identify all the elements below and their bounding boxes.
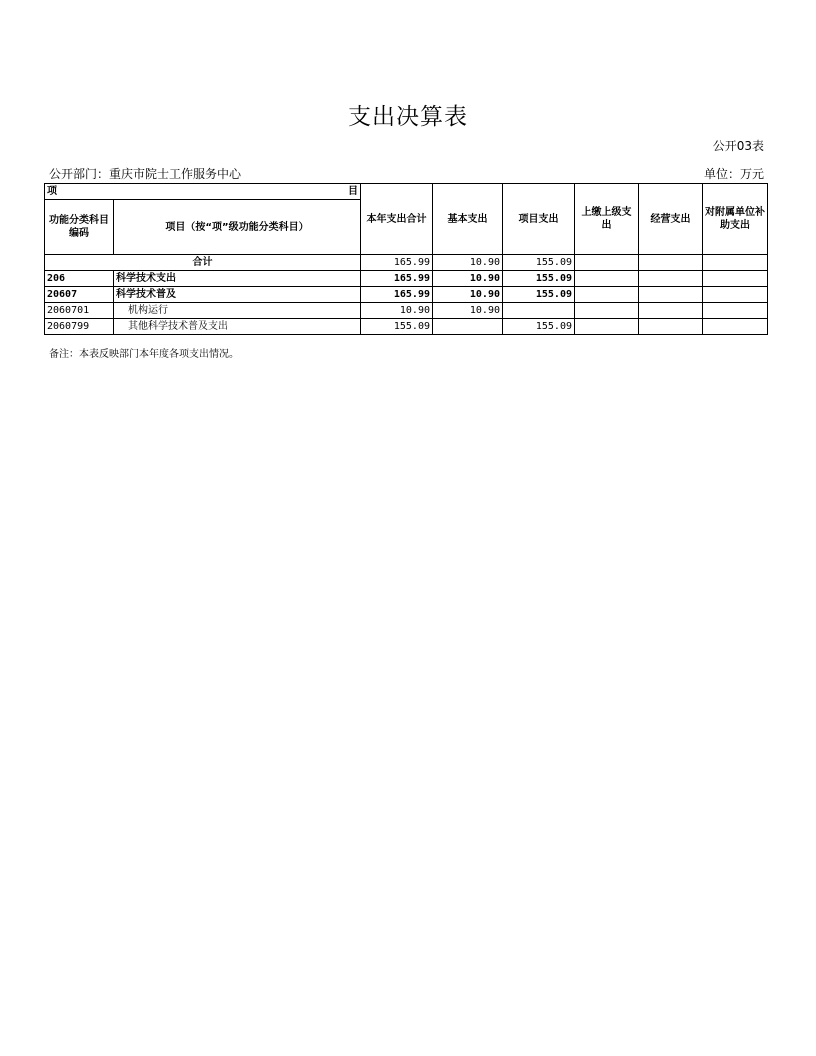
cell-total: 155.09 [361, 319, 433, 335]
cell-upper [575, 287, 639, 303]
cell-total: 165.99 [361, 287, 433, 303]
cell-project: 155.09 [503, 271, 575, 287]
header-total: 本年支出合计 [361, 184, 433, 255]
cell-total: 165.99 [361, 255, 433, 271]
header-item-cell [45, 184, 361, 200]
header-name: 项目（按“项”级功能分类科目） [114, 200, 361, 255]
header-upper: 上缴上级支出 [575, 184, 639, 255]
cell-project: 155.09 [503, 287, 575, 303]
department-label: 公开部门：重庆市院士工作服务中心 [49, 167, 242, 181]
table-row [45, 271, 768, 287]
expenditure-table [44, 183, 768, 335]
header-code: 功能分类科目编码 [45, 200, 114, 255]
cell-subsidy [703, 287, 768, 303]
cell-code: 206 [45, 271, 114, 287]
cell-upper [575, 303, 639, 319]
table-row [45, 303, 768, 319]
cell-basic: 10.90 [433, 287, 503, 303]
cell-basic: 10.90 [433, 271, 503, 287]
header-subsidy: 对附属单位补助支出 [703, 184, 768, 255]
cell-basic [433, 319, 503, 335]
cell-business [639, 287, 703, 303]
total-label: 合计 [45, 255, 361, 271]
table-row [45, 287, 768, 303]
table-row [45, 255, 768, 271]
page-title: 支出决算表 [348, 104, 468, 130]
cell-business [639, 255, 703, 271]
footnote: 备注：本表反映部门本年度各项支出情况。 [49, 349, 239, 360]
cell-subsidy [703, 319, 768, 335]
cell-subsidy [703, 255, 768, 271]
cell-project: 155.09 [503, 319, 575, 335]
table-row [45, 319, 768, 335]
cell-name: 机构运行 [114, 303, 361, 319]
form-number: 公开03表 [712, 139, 764, 153]
cell-code: 2060799 [45, 319, 114, 335]
cell-business [639, 319, 703, 335]
cell-upper [575, 271, 639, 287]
cell-name: 其他科学技术普及支出 [114, 319, 361, 335]
cell-total: 10.90 [361, 303, 433, 319]
header-mu: 目 [348, 186, 358, 197]
cell-business [639, 271, 703, 287]
cell-upper [575, 255, 639, 271]
cell-upper [575, 319, 639, 335]
header-xiang: 项 [47, 186, 57, 197]
cell-basic: 10.90 [433, 255, 503, 271]
cell-total: 165.99 [361, 271, 433, 287]
cell-subsidy [703, 303, 768, 319]
cell-basic: 10.90 [433, 303, 503, 319]
cell-code: 20607 [45, 287, 114, 303]
cell-subsidy [703, 271, 768, 287]
header-project: 项目支出 [503, 184, 575, 255]
cell-code: 2060701 [45, 303, 114, 319]
unit-label: 单位：万元 [703, 167, 764, 181]
cell-name: 科学技术支出 [114, 271, 361, 287]
header-basic: 基本支出 [433, 184, 503, 255]
cell-business [639, 303, 703, 319]
cell-name: 科学技术普及 [114, 287, 361, 303]
cell-project [503, 303, 575, 319]
cell-project: 155.09 [503, 255, 575, 271]
header-business: 经营支出 [639, 184, 703, 255]
